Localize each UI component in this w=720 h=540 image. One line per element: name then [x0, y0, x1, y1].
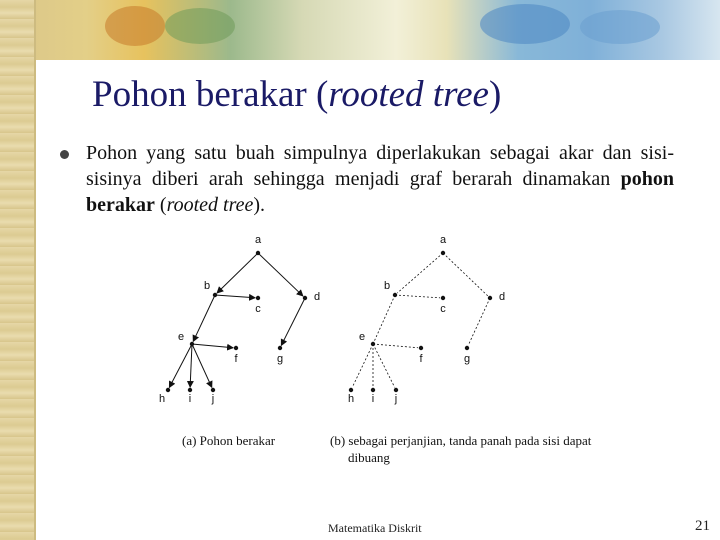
tree-node-label-i: i	[371, 393, 375, 405]
tree-node-label-h: h	[347, 393, 355, 405]
tree-a-directed	[159, 234, 320, 405]
tree-edge-e-h	[352, 344, 373, 387]
tree-edge-a-d	[258, 253, 303, 296]
tree-node-g	[278, 346, 282, 350]
tree-edge-e-f	[192, 344, 233, 348]
tree-edge-b-c	[215, 295, 255, 298]
tree-node-e	[371, 342, 375, 346]
tree-node-label-e: e	[358, 331, 366, 343]
tree-node-label-a: a	[439, 234, 447, 246]
decorative-banner	[0, 0, 720, 60]
tree-node-label-j: j	[211, 393, 215, 405]
tree-node-e	[190, 342, 194, 346]
tree-node-a	[441, 251, 445, 255]
tree-edge-d-g	[468, 298, 490, 345]
tree-node-label-a: a	[254, 234, 262, 246]
tree-node-label-j: j	[394, 393, 398, 405]
tree-node-label-f: f	[419, 353, 423, 365]
bullet-icon	[60, 150, 69, 159]
tree-node-label-c: c	[255, 303, 261, 315]
tree-edge-b-e	[193, 295, 215, 341]
tree-node-i	[188, 388, 192, 392]
tree-edge-d-g	[281, 298, 305, 345]
tree-node-label-g: g	[463, 353, 471, 365]
tree-node-d	[303, 296, 307, 300]
tree-node-label-b: b	[383, 280, 391, 292]
tree-node-i	[371, 388, 375, 392]
tree-node-f	[419, 346, 423, 350]
tree-node-j	[394, 388, 398, 392]
tree-node-h	[349, 388, 353, 392]
tree-node-label-c: c	[440, 303, 446, 315]
tree-node-label-h: h	[158, 393, 166, 405]
slide-title: Pohon berakar (rooted tree)	[92, 74, 502, 115]
tree-node-b	[213, 293, 217, 297]
tree-edge-b-c	[395, 295, 440, 298]
decorative-side-strip	[0, 0, 36, 540]
banner-leaf-shape	[165, 8, 235, 44]
banner-flower-shape	[580, 10, 660, 44]
caption-b-line2: dibuang	[348, 450, 390, 465]
tree-edge-e-j	[192, 344, 212, 387]
banner-leaf-shape	[105, 6, 165, 46]
tree-node-label-i: i	[188, 393, 192, 405]
tree-node-c	[441, 296, 445, 300]
tree-edge-b-e	[374, 295, 395, 341]
tree-node-g	[465, 346, 469, 350]
tree-edge-e-i	[190, 344, 192, 387]
caption-b-line1: (b) sebagai perjanjian, tanda panah pada sisi dapat	[330, 433, 592, 448]
page-number: 21	[695, 518, 710, 534]
caption-b	[330, 432, 650, 466]
rooted-tree-diagram	[150, 228, 650, 413]
tree-edge-e-f	[373, 344, 418, 348]
footer-course: Matematika Diskrit	[328, 521, 422, 535]
tree-edge-a-b	[397, 253, 443, 293]
tree-node-label-e: e	[177, 331, 185, 343]
tree-node-d	[488, 296, 492, 300]
caption-a: (a) Pohon berakar	[182, 433, 276, 448]
tree-node-label-d: d	[498, 291, 506, 303]
tree-edge-a-b	[217, 253, 258, 293]
tree-node-label-b: b	[203, 280, 211, 292]
tree-node-a	[256, 251, 260, 255]
tree-node-h	[166, 388, 170, 392]
tree-node-c	[256, 296, 260, 300]
tree-edge-e-h	[169, 344, 192, 387]
tree-node-f	[234, 346, 238, 350]
tree-edge-a-d	[443, 253, 488, 296]
tree-node-label-d: d	[313, 291, 321, 303]
tree-b-undirected	[348, 234, 505, 405]
tree-node-label-f: f	[234, 353, 238, 365]
tree-edge-e-j	[373, 344, 395, 387]
banner-flower-shape	[480, 4, 570, 44]
tree-node-label-g: g	[276, 353, 284, 365]
bullet-text: Pohon yang satu buah simpulnya diperlakukan sebagai akar dan sisi-sisinya diberi arah sehingga menjadi graf berarah dinamakan pohon berakar (rooted tree).	[86, 142, 674, 216]
tree-node-j	[211, 388, 215, 392]
tree-node-b	[393, 293, 397, 297]
